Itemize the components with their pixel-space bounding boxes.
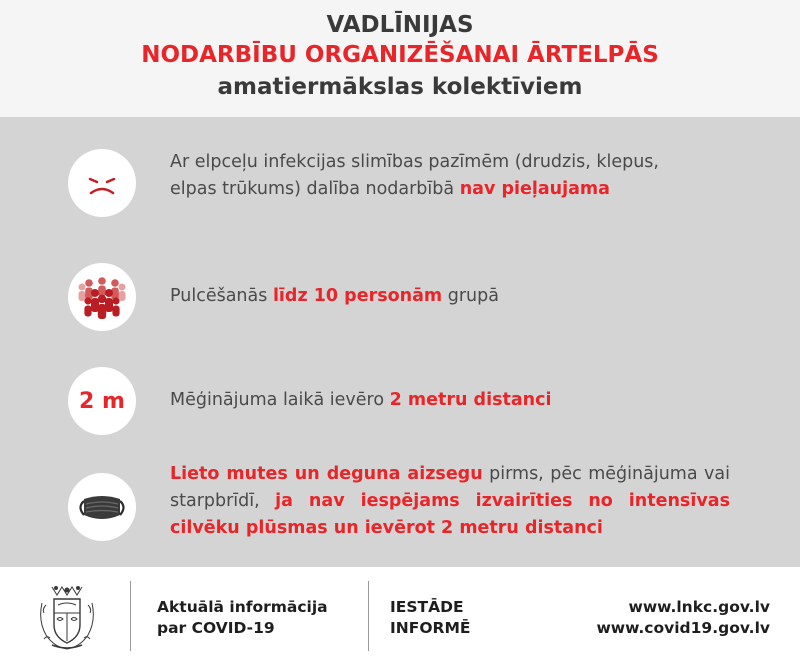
- institution-line-2: INFORMĒ: [390, 619, 471, 637]
- rule-4-text: [170, 461, 730, 542]
- institution-line-1: IESTĀDE: [390, 598, 464, 616]
- footer-divider-1: [130, 581, 131, 651]
- guidelines-panel: [0, 117, 800, 567]
- rule-3-text: [170, 387, 552, 414]
- link-lnkc[interactable]: www.lnkc.gov.lv: [628, 598, 770, 616]
- covid-info-line-1: Aktuālā informācija: [157, 598, 328, 616]
- rule-1-plain: Ar elpceļu infekcijas slimības pazīmēm (drudzis, klepus, elpas trūkums) dalība nodarbībā: [170, 152, 659, 199]
- rule-4-emphasis-1: Lieto mutes un deguna aizsegu: [170, 464, 483, 484]
- rule-3-emphasis: 2 metru distanci: [389, 390, 552, 410]
- rule-4-emphasis-2: ja nav iespējams izvairīties no intensīvas cilvēku plūsmas un ievērot 2 metru distanci: [170, 491, 730, 538]
- footer: [0, 567, 800, 670]
- header: [0, 0, 800, 117]
- title-line-3: amatiermākslas kolektīviem: [217, 74, 583, 100]
- group-people-icon: [68, 263, 136, 331]
- institution-informs-block: [390, 597, 470, 639]
- rule-1-text: [170, 149, 690, 203]
- covid-info-block: [157, 597, 328, 639]
- rule-2-before: Pulcēšanās: [170, 286, 273, 306]
- covid-info-line-2: par COVID-19: [157, 619, 275, 637]
- rule-2-emphasis: līdz 10 personām: [272, 286, 443, 306]
- distance-label: 2 m: [79, 388, 125, 414]
- distance-2m-icon: [68, 367, 136, 435]
- footer-links: [596, 597, 770, 639]
- title-line-1: VADLĪNIJAS: [326, 12, 474, 38]
- link-covid19[interactable]: www.covid19.gov.lv: [596, 619, 770, 637]
- title-line-2: NODARBĪBU ORGANIZĒŠANAI ĀRTELPĀS: [141, 42, 659, 68]
- footer-divider-2: [368, 581, 369, 651]
- latvia-coat-of-arms-icon: [32, 581, 102, 653]
- rule-3-before: Mēģinājuma laikā ievēro: [170, 390, 390, 410]
- rule-1-emphasis: nav pieļaujama: [459, 179, 610, 199]
- rule-2-text: [170, 283, 499, 310]
- rule-4-plain: pirms, pēc mēģinājuma vai starpbrīdī,: [170, 464, 730, 511]
- sad-face-icon: [68, 149, 136, 217]
- rule-2-after: grupā: [442, 286, 499, 306]
- face-mask-icon: [68, 473, 136, 541]
